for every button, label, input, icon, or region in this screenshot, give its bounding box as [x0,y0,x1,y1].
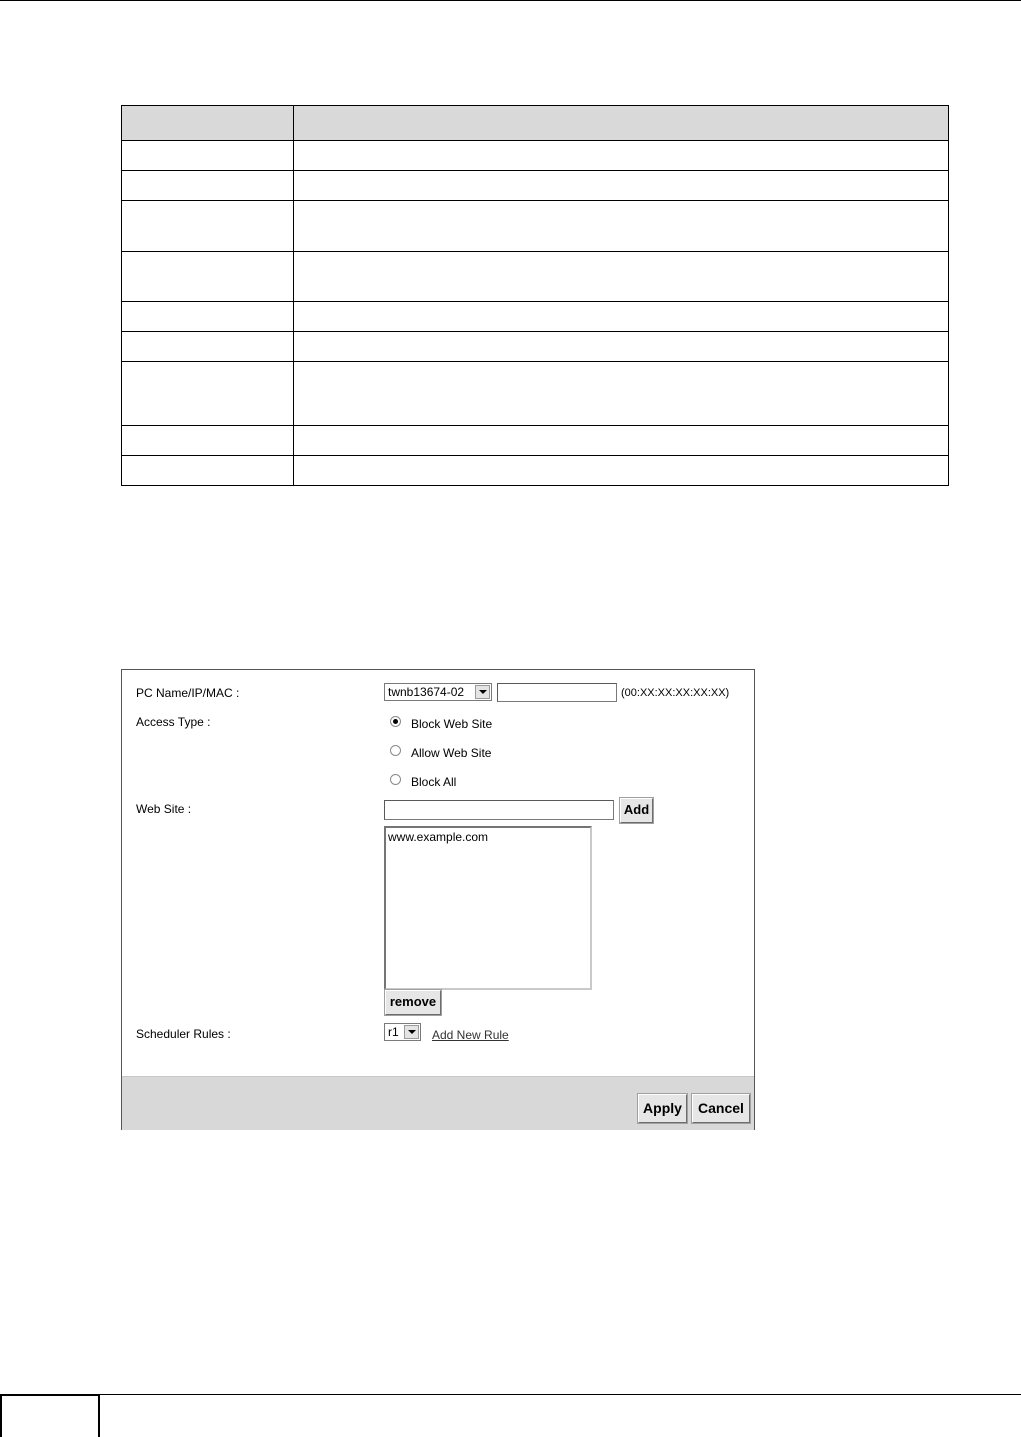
footer-rule [100,1394,1021,1395]
table-row [122,456,949,486]
table-row [122,201,949,252]
web-site-list[interactable] [384,826,592,990]
table-row [122,252,949,302]
header-cell-label [122,106,294,141]
panel-footer [122,1076,754,1130]
chevron-down-icon [475,685,490,699]
apply-button[interactable]: Apply [638,1094,687,1123]
pc-name-select[interactable] [384,683,492,701]
radio-block-web-site[interactable] [390,716,401,727]
list-item[interactable]: www.example.com [388,830,489,844]
pc-name-select-value: twnb13674-02 [388,685,465,699]
table-row [122,141,949,171]
chevron-down-icon [404,1025,419,1039]
scheduler-select-value: r1 [388,1025,399,1039]
radio-block-all[interactable] [390,774,401,785]
option-allow-web-site-label: Allow Web Site [411,746,492,760]
page-number-box [0,1394,100,1437]
web-site-input[interactable] [384,800,614,820]
top-rule [0,0,1021,1]
add-new-rule-link[interactable]: Add New Rule [432,1028,509,1042]
option-block-web-site-label: Block Web Site [411,717,493,731]
description-table [121,105,949,486]
table-row [122,332,949,362]
table-header-row [122,106,949,141]
table-row [122,362,949,426]
scheduler-rules-label: Scheduler Rules : [136,1027,231,1041]
cancel-button[interactable]: Cancel [692,1094,750,1123]
access-type-label: Access Type : [136,715,211,729]
remove-button[interactable]: remove [385,990,441,1015]
header-cell-description [294,106,949,141]
table-row [122,302,949,332]
web-site-label: Web Site : [136,802,192,816]
table-row [122,426,949,456]
scheduler-rules-select[interactable] [384,1023,421,1041]
add-button[interactable]: Add [620,798,653,823]
content-filter-panel [121,669,755,1130]
radio-allow-web-site[interactable] [390,745,401,756]
pc-name-label: PC Name/IP/MAC : [136,686,240,700]
mac-address-input[interactable] [497,683,617,702]
option-block-all-label: Block All [411,775,457,789]
table-row [122,171,949,201]
mac-format-hint: (00:XX:XX:XX:XX:XX) [621,687,730,699]
